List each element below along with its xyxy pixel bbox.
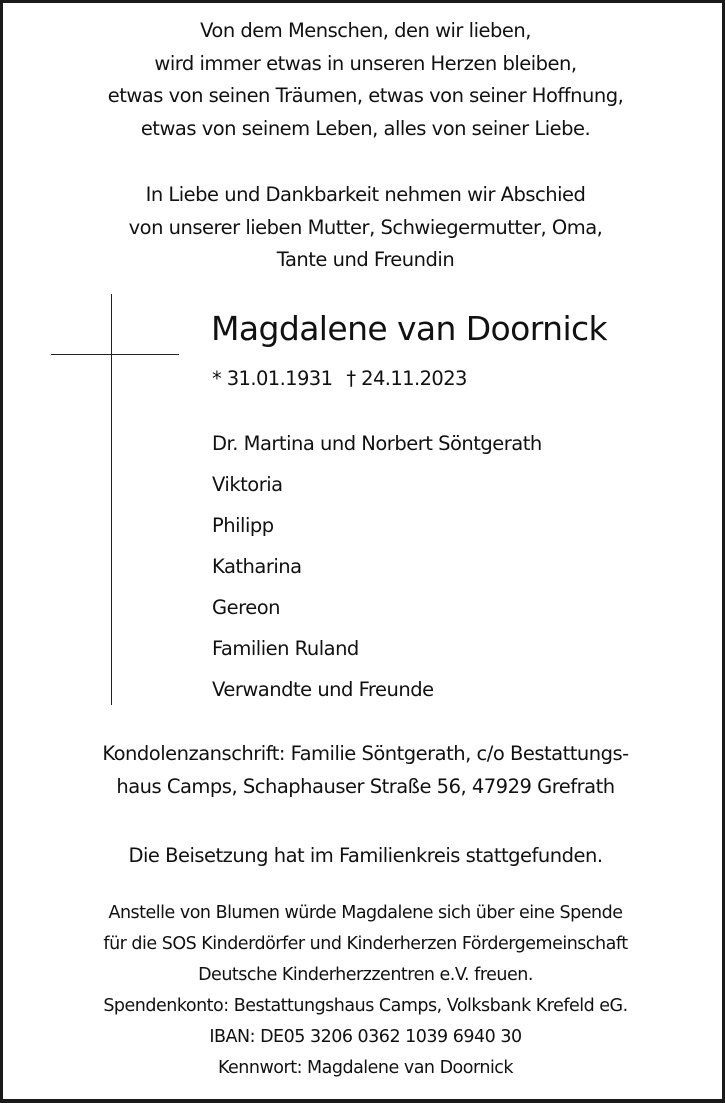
life-dates bbox=[212, 367, 467, 390]
poem-line: etwas von seinem Leben, alles von seiner Liebe. bbox=[140, 116, 591, 140]
intro-line: In Liebe und Dankbarkeit nehmen wir Abschied bbox=[145, 183, 586, 206]
iban-line: IBAN: DE05 3206 0362 1039 6940 30 bbox=[209, 1027, 522, 1047]
mourner: Gereon bbox=[212, 596, 280, 619]
death-date: † 24.11.2023 bbox=[346, 367, 467, 390]
mourner: Familien Ruland bbox=[212, 637, 359, 660]
bank-account-line: Spendenkonto: Bestattungshaus Camps, Volksbank Krefeld eG. bbox=[103, 996, 628, 1016]
cross-vertical-bar bbox=[111, 294, 112, 705]
donation-info bbox=[3, 898, 725, 1084]
burial-text: Die Beisetzung hat im Familienkreis stattgefunden. bbox=[128, 844, 603, 867]
address-line: haus Camps, Schaphauser Straße 56, 47929 Grefrath bbox=[116, 775, 615, 798]
mourner: Philipp bbox=[212, 514, 274, 537]
mourner: Dr. Martina und Norbert Söntgerath bbox=[212, 432, 542, 455]
mourner: Verwandte und Freunde bbox=[212, 678, 434, 701]
birth-date: * 31.01.1931 bbox=[212, 367, 333, 390]
donation-line: Deutsche Kinderherzzentren e.V. freuen. bbox=[198, 965, 533, 985]
deceased-name: Magdalene van Doornick bbox=[211, 309, 608, 348]
mourner: Viktoria bbox=[212, 473, 283, 496]
cross-horizontal-bar bbox=[51, 354, 179, 355]
mourners-list bbox=[212, 423, 542, 710]
condolence-address bbox=[3, 737, 725, 803]
reference-line: Kennwort: Magdalene van Doornick bbox=[217, 1058, 514, 1078]
intro-line: von unserer lieben Mutter, Schwiegermutter, Oma, bbox=[128, 215, 603, 239]
donation-line: für die SOS Kinderdörfer und Kinderherzen Fördergemeinschaft bbox=[103, 934, 628, 954]
poem-line: etwas von seinen Träumen, etwas von seiner Hoffnung, bbox=[107, 84, 624, 107]
poem-line: Von dem Menschen, den wir lieben, bbox=[200, 19, 531, 42]
donation-line: Anstelle von Blumen würde Magdalene sich über eine Spende bbox=[108, 903, 623, 923]
memorial-poem bbox=[3, 15, 725, 145]
intro-line: Tante und Freundin bbox=[276, 248, 455, 271]
address-line: Kondolenzanschrift: Familie Söntgerath, c/o Bestattungs- bbox=[102, 742, 629, 765]
burial-notice bbox=[3, 839, 725, 872]
poem-line: wird immer etwas in unseren Herzen bleiben, bbox=[154, 51, 577, 75]
farewell-intro bbox=[3, 179, 725, 277]
mourner: Katharina bbox=[212, 555, 302, 578]
